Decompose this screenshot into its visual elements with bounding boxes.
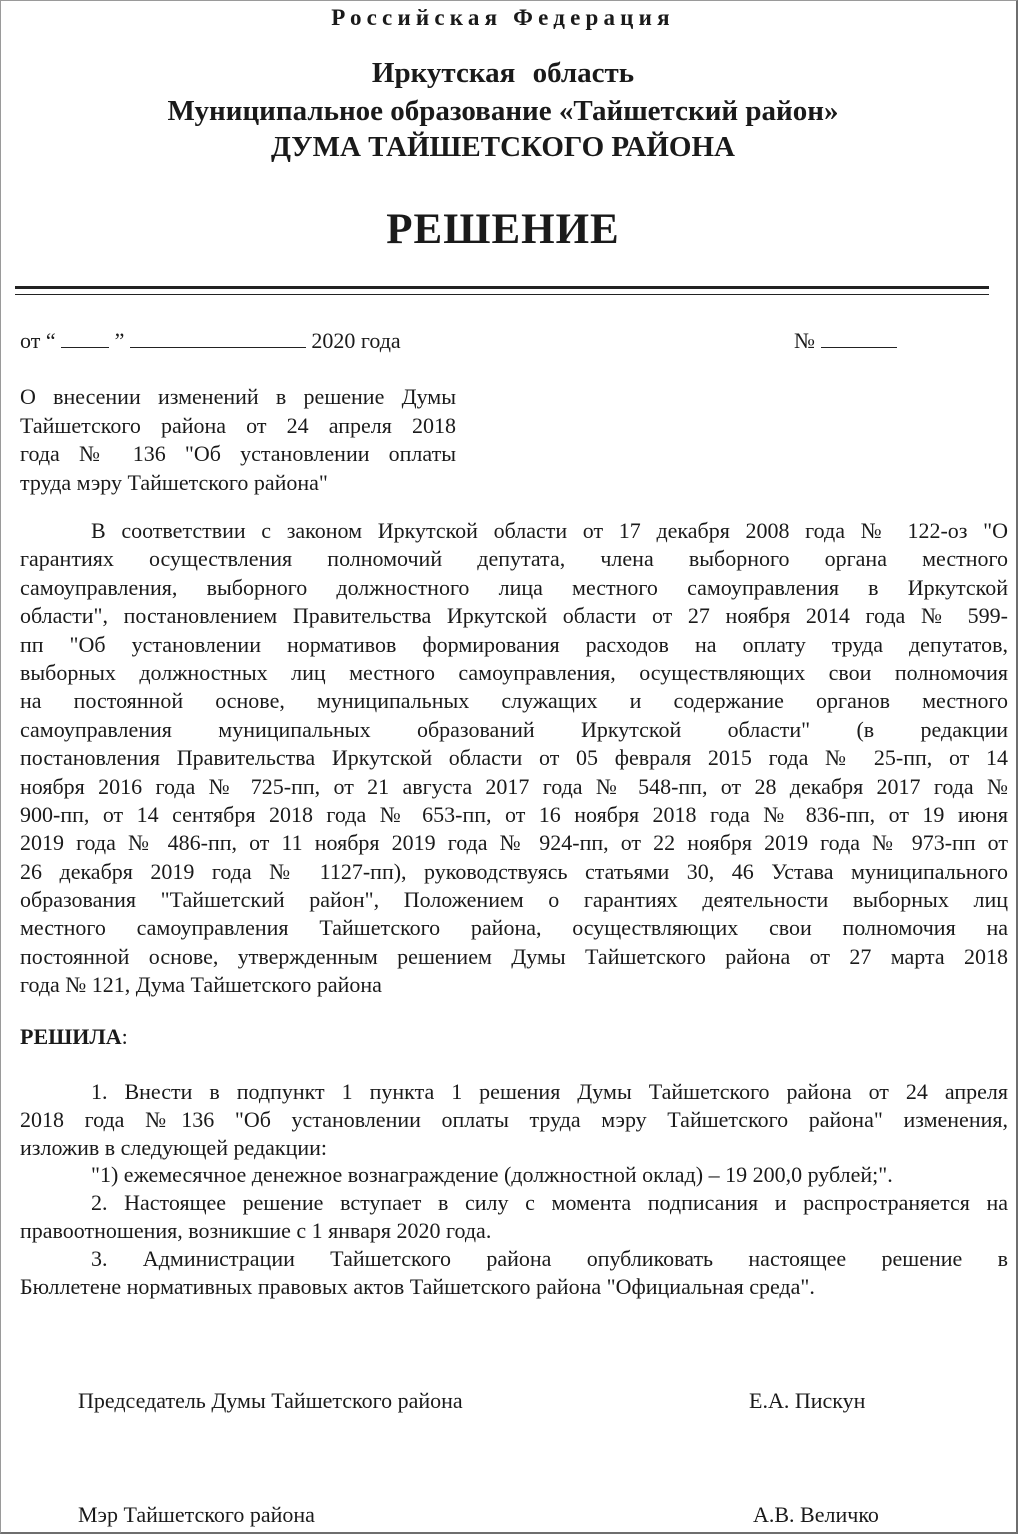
item-line: Бюллетене нормативных правовых актов Тайшетского района "Официальная среда".	[20, 1273, 815, 1299]
country-heading: Российская Федерация	[331, 5, 675, 30]
region-heading: Иркутская область	[371, 57, 635, 89]
preamble-paragraph	[20, 517, 1008, 1000]
month-blank	[130, 329, 306, 348]
preamble-line: самоуправления, выборного должностного лица местного самоуправления в Иркутской	[20, 574, 1008, 600]
item-line: 3. Администрации Тайшетского района опубликовать настоящее решение в	[91, 1245, 1008, 1271]
resolved-label: РЕШИЛА	[20, 1024, 122, 1049]
chair-signature-name: Е.А. Пискун	[749, 1388, 866, 1413]
number-line	[794, 328, 897, 354]
preamble-line: на постоянной основе, муниципальных служащих и содержание органов местного	[20, 688, 1008, 714]
mayor-signature-title: Мэр Тайшетского района	[78, 1502, 315, 1527]
date-line	[20, 328, 401, 354]
header-divider-thick	[15, 286, 989, 289]
date-suffix: 2020 года	[311, 328, 401, 353]
decision-items	[20, 1078, 1008, 1300]
item-line: 1. Внести в подпункт 1 пункта 1 решения Думы Тайшетского района от 24 апреля	[91, 1079, 1008, 1104]
date-prefix: от “	[20, 328, 56, 353]
item-line: 2018 года №136 "Об установлении оплаты труда мэру Тайшетского района" изменения,	[20, 1106, 1008, 1132]
preamble-line: пп "Об установлении нормативов формирования расходов на оплату труда депутатов,	[20, 631, 1008, 657]
document-type-title: РЕШЕНИЕ	[386, 206, 620, 253]
number-blank	[821, 329, 897, 348]
resolved-heading	[20, 1024, 128, 1050]
header-divider-thin	[15, 294, 989, 295]
preamble-line: года № 121, Дума Тайшетского района	[20, 972, 382, 998]
item-line: изложив в следующей редакции:	[20, 1134, 328, 1160]
municipality-heading: Муниципальное образование «Тайшетский район»	[167, 95, 839, 127]
subject-line: О внесении изменений в решение Думы	[20, 384, 456, 409]
chair-signature-title: Председатель Думы Тайшетского района	[78, 1388, 463, 1413]
day-blank	[61, 329, 109, 348]
subject-block	[20, 383, 456, 497]
preamble-line: постановления Правительства Иркутской области от 05 февраля 2015 года № 25-пп, от 14	[20, 745, 1008, 771]
preamble-line: гарантиях осуществления полномочий депутата, члена выборного органа местного	[20, 546, 1008, 572]
date-middle: ”	[114, 328, 125, 353]
preamble-line: В соответствии с законом Иркутской области от 17 декабря 2008 года № 122-оз "О	[91, 518, 1008, 543]
item-line: правоотношения, возникшие с 1 января 2020 года.	[20, 1217, 492, 1243]
preamble-line: выборных должностных лиц местного самоуправления, осуществляющих свои полномочия	[20, 659, 1008, 685]
subject-line: года № 136 "Об установлении оплаты	[20, 441, 456, 466]
item-line: "1) ежемесячное денежное вознаграждение (должностной оклад) – 19 200,0 рублей;".	[91, 1162, 893, 1188]
resolved-colon: :	[121, 1024, 128, 1049]
preamble-line: образования "Тайшетский район", Положением о гарантиях деятельности выборных лиц	[20, 887, 1008, 913]
preamble-line: постоянной основе, утвержденным решением Думы Тайшетского района от 27 марта 2018	[20, 943, 1008, 969]
preamble-line: 2019 года № 486-пп, от 11 ноября 2019 года № 924-пп, от 22 ноября 2019 года № 973-пп от	[20, 830, 1008, 856]
preamble-line: ноября 2016 года № 725-пп, от 21 августа 2017 года № 548-пп, от 28 декабря 2017 года №	[20, 773, 1008, 799]
preamble-line: 900-пп, от 14 сентября 2018 года № 653-пп, от 16 ноября 2018 года № 836-пп, от 19 июня	[20, 801, 1008, 827]
subject-line: труда мэру Тайшетского района"	[20, 469, 328, 495]
subject-line: Тайшетского района от 24 апреля 2018	[20, 412, 456, 438]
preamble-line: местного самоуправления Тайшетского района, осуществляющих свои полномочия на	[20, 915, 1008, 941]
preamble-line: области", постановлением Правительства Иркутской области от 27 ноября 2014 года № 599-	[20, 603, 1008, 629]
preamble-line: самоуправления муниципальных образований Иркутской области" (в редакции	[20, 716, 1008, 742]
preamble-line: 26 декабря 2019 года № 1127-пп), руководствуясь статьями 30, 46 Устава муниципального	[20, 858, 1008, 884]
mayor-signature-name: А.В. Величко	[753, 1502, 879, 1527]
item-line: 2. Настоящее решение вступает в силу с момента подписания и распространяется на	[91, 1190, 1008, 1216]
duma-heading: ДУМА ТАЙШЕТСКОГО РАЙОНА	[271, 131, 735, 163]
number-label: №	[794, 328, 815, 353]
